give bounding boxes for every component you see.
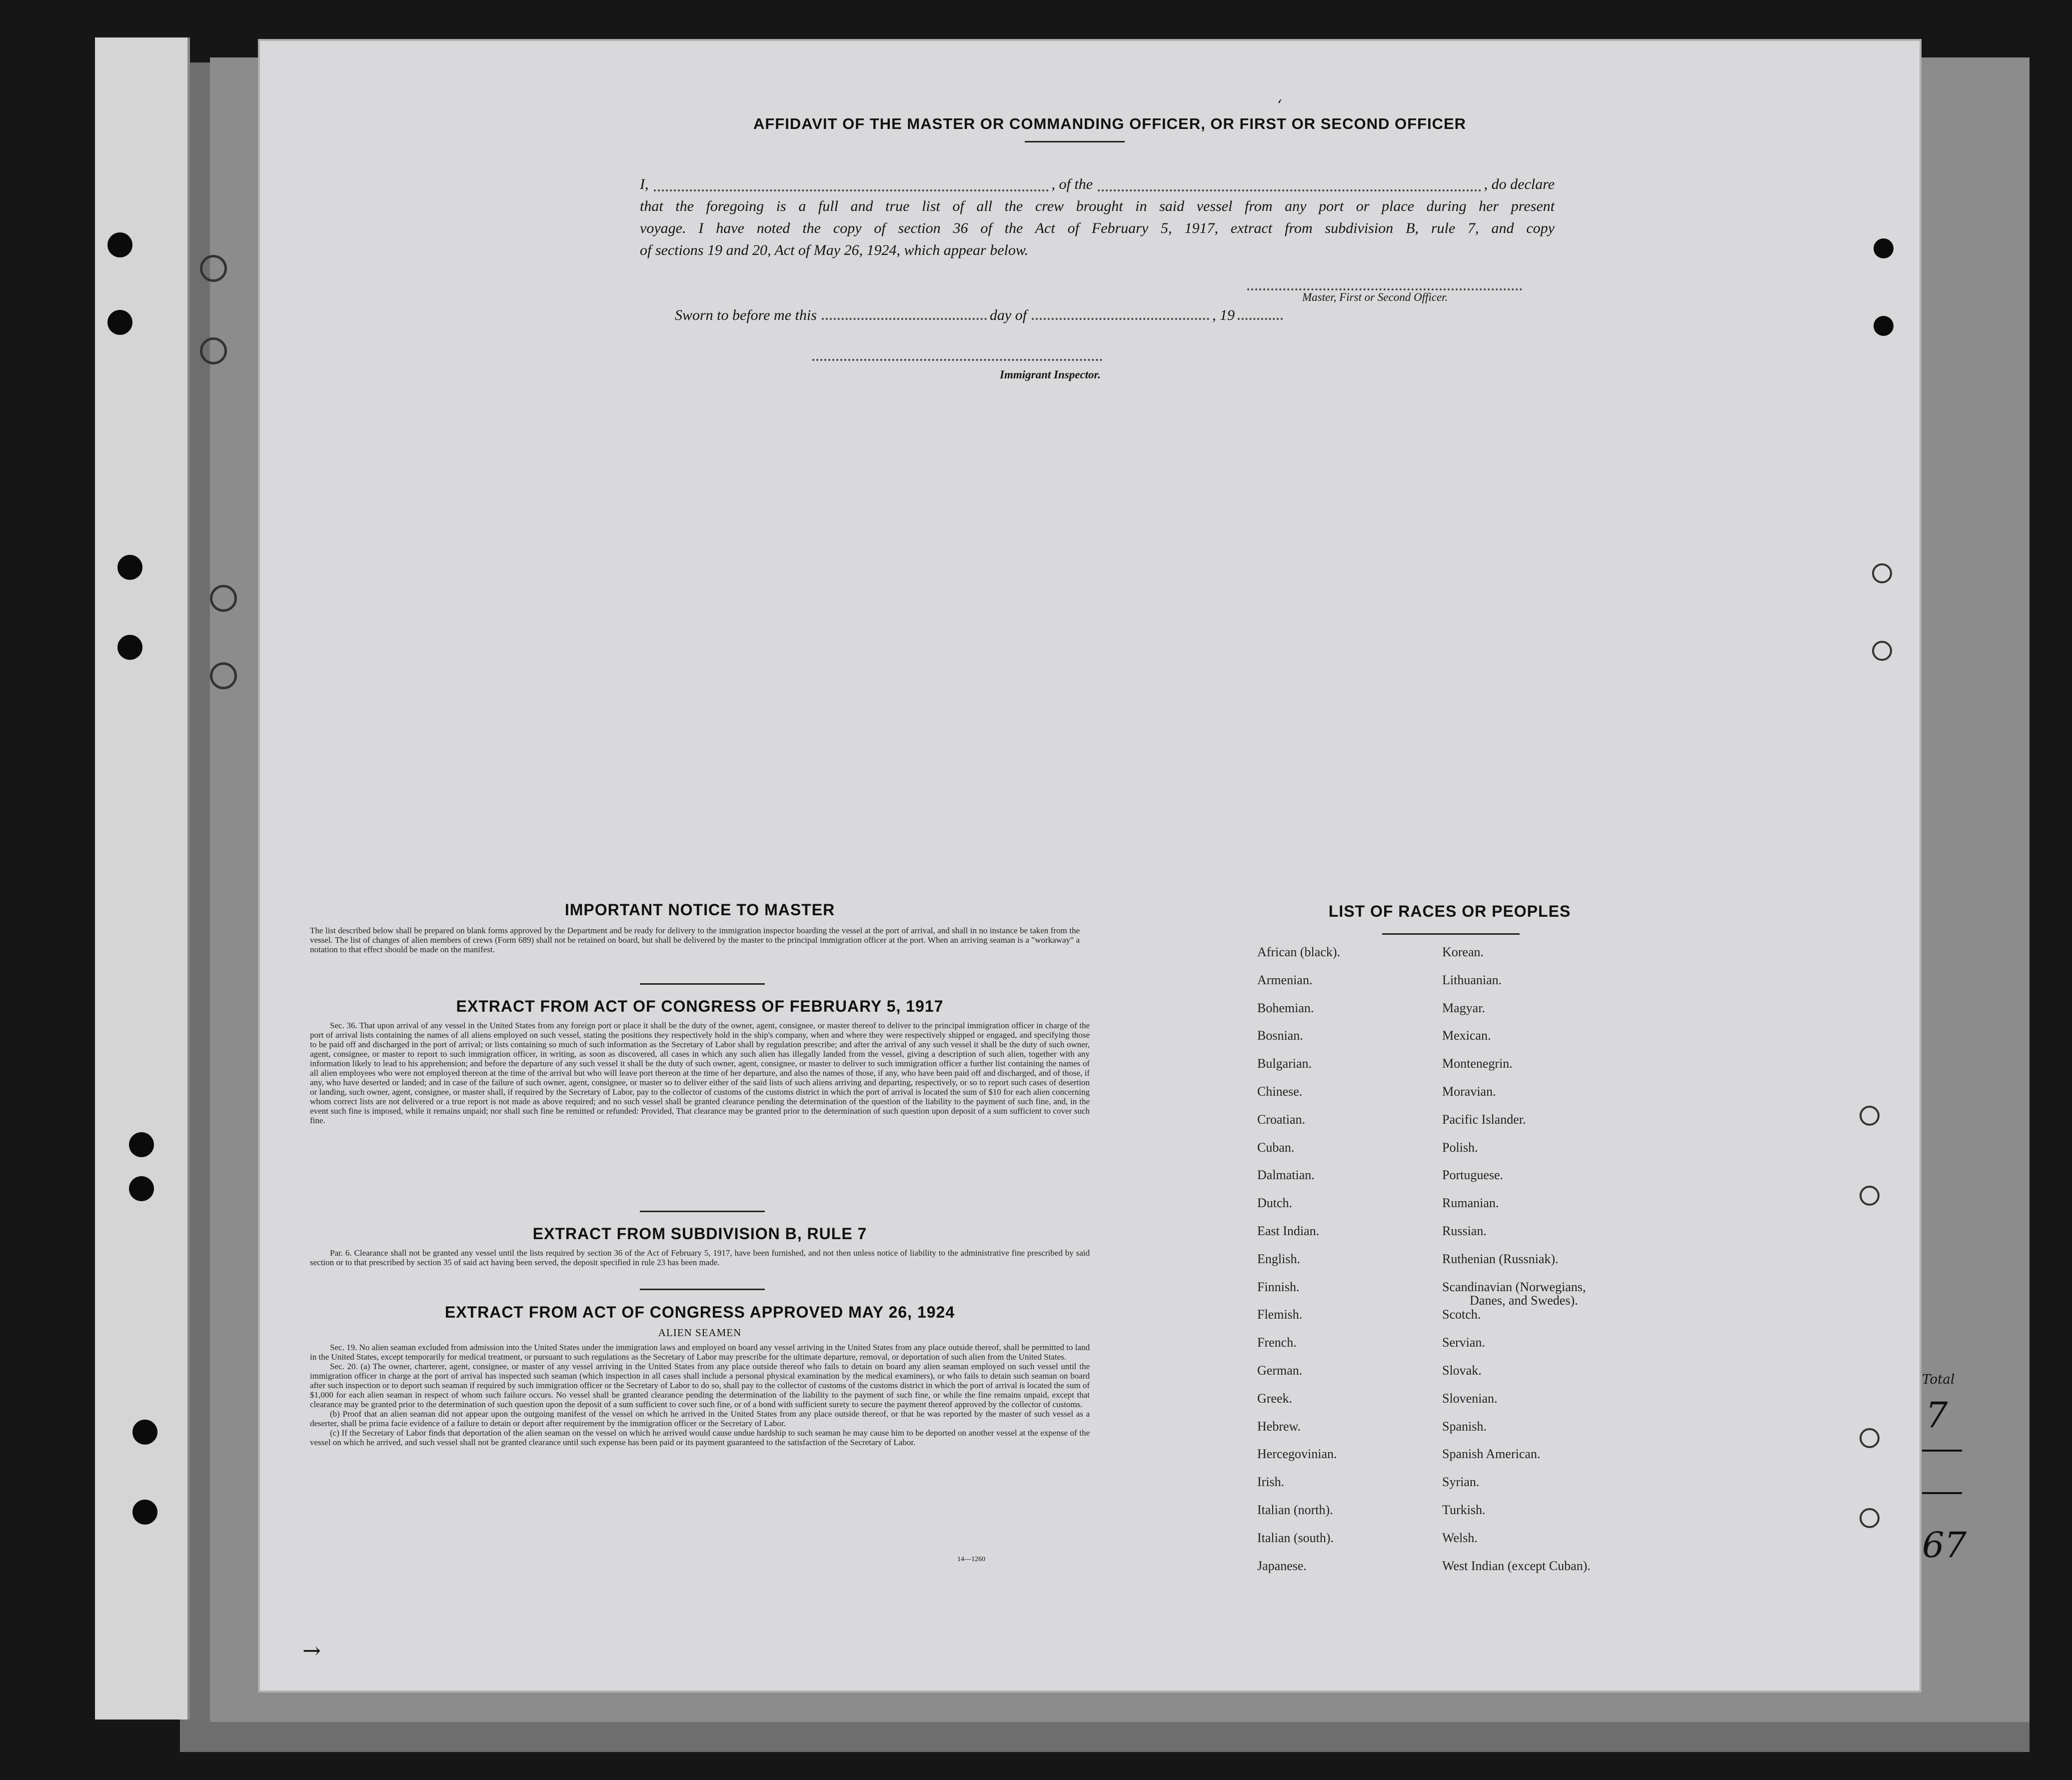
race-item: Rumanian. bbox=[1442, 1196, 1499, 1211]
sec-20c: (c) If the Secretary of Labor finds that deportation of the alien seaman on the vessel on which he arrived would cause undue hardship to such seaman he may cause him to be deported on another vessel at the expense of the vessel on which he arrived, and such vessel shall not be granted clearance until such expense has been paid or its payment guaranteed to the satisfaction of the Secretary of Labor. bbox=[310, 1428, 1090, 1447]
binder-strip bbox=[95, 37, 190, 1720]
race-item: English. bbox=[1257, 1251, 1300, 1266]
form-number: 14—1260 bbox=[957, 1556, 985, 1563]
race-item: Chinese. bbox=[1257, 1084, 1303, 1099]
race-item: Scotch. bbox=[1442, 1307, 1481, 1322]
sec-20a: Sec. 20. (a) The owner, charterer, agent, consignee, or master of any vessel arriving in the United States from any place outside thereof who fails to detain on board any alien seaman employed on such vessel until the immigration officer in charge at the port of arrival has inspected such seaman (which inspection in all cases shall include a personal physical examination by the medical examiners), or who fails to detain such seaman on board after such inspection or to deport such seaman if required by such immigration officer or the Secretary of Labor to do so, shall pay to the collector of customs of the customs district in which the port of arrival is located the sum of $1,000 for each alien seaman in respect of whom such failure occurs. No vessel shall be granted clearance pending the determination of the liability to the payment of such fine, or while the fine remains unpaid, except that clearance may be granted prior to the determination of such question upon the deposit of a sum sufficient to cover such fine, or of a bond with sufficient surety to secure the payment thereof approved by the collector of customs. bbox=[310, 1362, 1090, 1409]
divider bbox=[1025, 141, 1125, 142]
affidavit-title: AFFIDAVIT OF THE MASTER OR COMMANDING OFFICER, OR FIRST OR SECOND OFFICER bbox=[753, 115, 1467, 132]
ring-hole-icon bbox=[200, 337, 227, 364]
race-item: Japanese. bbox=[1257, 1558, 1307, 1573]
punch-hole-icon bbox=[1874, 238, 1894, 258]
race-item: Montenegrin. bbox=[1442, 1056, 1513, 1071]
race-item: Welsh. bbox=[1442, 1530, 1478, 1545]
sec-19: Sec. 19. No alien seaman excluded from admission into the United States under the immigration laws and employed on board any vessel arriving in the United States from any place outside thereof, shall be permitted to land in the United States, except temporarily for medical treatment, or pursuant to such regulations as the Secretary of Labor may prescribe for the ultimate departure, removal, or deportation of such alien from the United States. bbox=[310, 1343, 1090, 1362]
declaration-do-declare: , do declare bbox=[1484, 176, 1555, 192]
extract-1917-body: Sec. 36. That upon arrival of any vessel in the United States from any foreign port or place it shall be the duty of the owner, agent, consignee, or master thereof to deliver to the principal immigration officer in charge of the port of arrival lists containing the names of all aliens employed on such vessel, stating the positions they respectively hold in the ship's company, when and where they were respectively shipped or engaged, and specifying those to be paid off and discharged in the port of arrival; or lists containing so much of such information as the Secretary of Labor shall by regulation prescribe; and after the arrival of any such vessel it shall be the duty of such owner, agent, consignee, or master to report to such immigration officer, in writing, as soon as discovered, all cases in which any such alien has illegally landed from the vessel, giving a description of such alien, together with any information likely to lead to his apprehension; and before the departure of any such vessel it shall be the duty of such owner, agent, consignee, or master to deliver to such immigration officer a further list containing the names of all alien employees who were not employed thereon at the time of the arrival but who will leave port thereon at the time of her departure, and also the names of those, if any, who have been paid off and discharged, and of those, if any, who have deserted or landed; and in case of the failure of such owner, agent, consignee, or master so to deliver either of the said lists of such aliens arriving and departing, respectively, or so to report such cases of desertion or landing, such owner, agent, consignee, or master shall, if required by the Secretary of Labor, pay to the collector of customs of the customs district in which the port of arrival is located the sum of $10 for each alien concerning whom correct lists are not delivered or a true report is not made as above required; and no such vessel shall be granted clearance pending the determination of the question of the liability to the payment of such fine, and, in the event such fine is imposed, while it remains unpaid; nor shall such fine be remitted or refunded: Provided, That clearance may be granted prior to the determination of such question upon deposit of a sum sufficient to cover such fine. bbox=[310, 1021, 1090, 1125]
race-item: Slovak. bbox=[1442, 1363, 1482, 1378]
notice-title: IMPORTANT NOTICE TO MASTER bbox=[564, 901, 835, 919]
race-item: German. bbox=[1257, 1363, 1303, 1378]
divider bbox=[640, 1211, 765, 1212]
divider bbox=[640, 1289, 765, 1290]
extract-1917-title: EXTRACT FROM ACT OF CONGRESS OF FEBRUARY 5, 1917 bbox=[456, 997, 944, 1015]
sworn-line bbox=[675, 307, 1385, 324]
race-item: Italian (south). bbox=[1257, 1530, 1334, 1545]
race-item: Slovenian. bbox=[1442, 1391, 1498, 1406]
notice-body: The list described below shall be prepared on blank forms approved by the Department and be ready for delivery to the immigration inspector boarding the vessel at the port of arrival, and shall in no instance be taken from the vessel. The list of changes of alien members of crews (Form 689) shall not be retained on board, but shall be delivered by the master to the principal immigration officer at the port. When an arriving seaman is a "workaway" a notation to that effect should be made on the manifest. bbox=[310, 926, 1080, 954]
punch-hole-icon bbox=[107, 232, 132, 257]
punch-hole-icon bbox=[117, 555, 142, 580]
ring-hole-icon bbox=[1860, 1428, 1880, 1448]
divider bbox=[640, 983, 765, 985]
race-item: Magyar. bbox=[1442, 1000, 1485, 1015]
punch-hole-icon bbox=[107, 310, 132, 335]
signature-blank-line bbox=[1247, 288, 1522, 290]
races-title: LIST OF RACES OR PEOPLES bbox=[1328, 902, 1571, 920]
declaration-line-2: that the foregoing is a full and true list of all the crew brought in said vessel from any port or place during her present bbox=[640, 198, 1555, 214]
race-item: Hercegovinian. bbox=[1257, 1447, 1337, 1462]
affidavit-declaration bbox=[640, 173, 1555, 261]
declaration-line-3: voyage. I have noted the copy of section 36 of the Act of February 5, 1917, extract from subdivision B, rule 7, and copy bbox=[640, 220, 1555, 236]
ring-hole-icon bbox=[1872, 563, 1892, 583]
total-label: Total bbox=[1922, 1372, 1955, 1387]
race-item: Ruthenian (Russniak). bbox=[1442, 1251, 1559, 1266]
race-item: Lithuanian. bbox=[1442, 972, 1502, 987]
race-item: Hebrew. bbox=[1257, 1419, 1301, 1434]
race-item: Portuguese. bbox=[1442, 1168, 1504, 1183]
punch-hole-icon bbox=[1874, 316, 1894, 336]
ring-hole-icon bbox=[1860, 1106, 1880, 1126]
declaration-of-the: , of the bbox=[1051, 176, 1093, 192]
rule7-title: EXTRACT FROM SUBDIVISION B, RULE 7 bbox=[532, 1225, 867, 1243]
race-item: East Indian. bbox=[1257, 1224, 1320, 1238]
tally-mark-1: 7 bbox=[1926, 1395, 1948, 1436]
race-item: Spanish. bbox=[1442, 1419, 1487, 1434]
ring-hole-icon bbox=[210, 662, 237, 689]
tally-mark-2: 67 bbox=[1922, 1525, 1967, 1566]
race-item: Italian (north). bbox=[1257, 1503, 1333, 1517]
race-item: Flemish. bbox=[1257, 1307, 1303, 1322]
race-item: West Indian (except Cuban). bbox=[1442, 1558, 1591, 1573]
extract-1924-body bbox=[310, 1343, 1090, 1447]
ring-hole-icon bbox=[200, 255, 227, 282]
race-item: Croatian. bbox=[1257, 1112, 1306, 1127]
race-item: Armenian. bbox=[1257, 972, 1313, 987]
tally-rule bbox=[1922, 1450, 1962, 1452]
race-item: Cuban. bbox=[1257, 1140, 1295, 1155]
pen-tick-mark: ‘ bbox=[1277, 97, 1282, 114]
race-item: Turkish. bbox=[1442, 1503, 1486, 1517]
ring-hole-icon bbox=[1860, 1508, 1880, 1528]
punch-hole-icon bbox=[132, 1420, 157, 1445]
race-item: Korean. bbox=[1442, 945, 1484, 959]
signature-label: Master, First or Second Officer. bbox=[1302, 291, 1448, 303]
race-item: Russian. bbox=[1442, 1224, 1487, 1238]
year-blank-line bbox=[1238, 318, 1283, 320]
month-blank-line bbox=[1032, 318, 1209, 320]
race-item: Spanish American. bbox=[1442, 1447, 1541, 1462]
vessel-blank-line bbox=[1098, 189, 1481, 191]
sec-20b: (b) Proof that an alien seaman did not appear upon the outgoing manifest of the vessel on which he arrived in the United States from any place outside thereof, or that he was reported by the master of such vessel as a deserter, shall be prima facie evidence of a failure to detain or deport after requirement by the immigration officer or the Secretary of Labor. bbox=[310, 1409, 1090, 1428]
day-blank-line bbox=[822, 318, 987, 320]
punch-hole-icon bbox=[132, 1500, 157, 1525]
name-blank-line bbox=[654, 189, 1049, 191]
race-item: French. bbox=[1257, 1335, 1297, 1350]
sworn-label: Sworn to before me this bbox=[675, 307, 817, 323]
inspector-blank-line bbox=[812, 359, 1102, 361]
race-item: Syrian. bbox=[1442, 1475, 1480, 1490]
race-item: Greek. bbox=[1257, 1391, 1293, 1406]
ring-hole-icon bbox=[1860, 1186, 1880, 1206]
race-item: Dalmatian. bbox=[1257, 1168, 1315, 1183]
ring-hole-icon bbox=[210, 585, 237, 612]
race-item: Dutch. bbox=[1257, 1196, 1293, 1211]
extract-1924-title: EXTRACT FROM ACT OF CONGRESS APPROVED MAY 26, 1924 bbox=[444, 1303, 955, 1321]
declaration-line-4: of sections 19 and 20, Act of May 26, 1924, which appear below. bbox=[640, 242, 1029, 258]
ring-hole-icon bbox=[1872, 641, 1892, 661]
pen-scribble-mark: → bbox=[302, 1638, 321, 1664]
race-item: Scandinavian (Norwegians, bbox=[1442, 1279, 1586, 1294]
inspector-label: Immigrant Inspector. bbox=[1000, 368, 1101, 381]
declaration-i: I, bbox=[640, 176, 649, 192]
day-of-label: day of bbox=[989, 307, 1027, 323]
race-item: Bulgarian. bbox=[1257, 1056, 1312, 1071]
race-item: Pacific Islander. bbox=[1442, 1112, 1526, 1127]
race-item: Mexican. bbox=[1442, 1028, 1491, 1043]
race-item: Moravian. bbox=[1442, 1084, 1496, 1099]
punch-hole-icon bbox=[129, 1176, 154, 1201]
year-label: , 19 bbox=[1212, 307, 1235, 323]
race-item: Bohemian. bbox=[1257, 1000, 1314, 1015]
tally-rule bbox=[1922, 1492, 1962, 1494]
race-item: African (black). bbox=[1257, 945, 1341, 959]
rule7-body: Par. 6. Clearance shall not be granted any vessel until the lists required by section 36 of the Act of February 5, 1917, have been furnished, and not then unless notice of liability to the administrative fine prescribed by said section or to that prescribed by section 35 of said act having been served, the deposit specified in rule 23 has been made. bbox=[310, 1248, 1090, 1267]
race-item: Finnish. bbox=[1257, 1279, 1300, 1294]
race-item-continuation: Danes, and Swedes). bbox=[1470, 1293, 1578, 1308]
document-page bbox=[260, 41, 1920, 1691]
race-item: Irish. bbox=[1257, 1475, 1285, 1490]
divider bbox=[1382, 933, 1520, 935]
extract-1924-subtitle: ALIEN SEAMEN bbox=[658, 1327, 742, 1339]
race-item: Polish. bbox=[1442, 1140, 1478, 1155]
punch-hole-icon bbox=[129, 1132, 154, 1157]
race-item: Servian. bbox=[1442, 1335, 1485, 1350]
punch-hole-icon bbox=[117, 635, 142, 660]
race-item: Bosnian. bbox=[1257, 1028, 1303, 1043]
